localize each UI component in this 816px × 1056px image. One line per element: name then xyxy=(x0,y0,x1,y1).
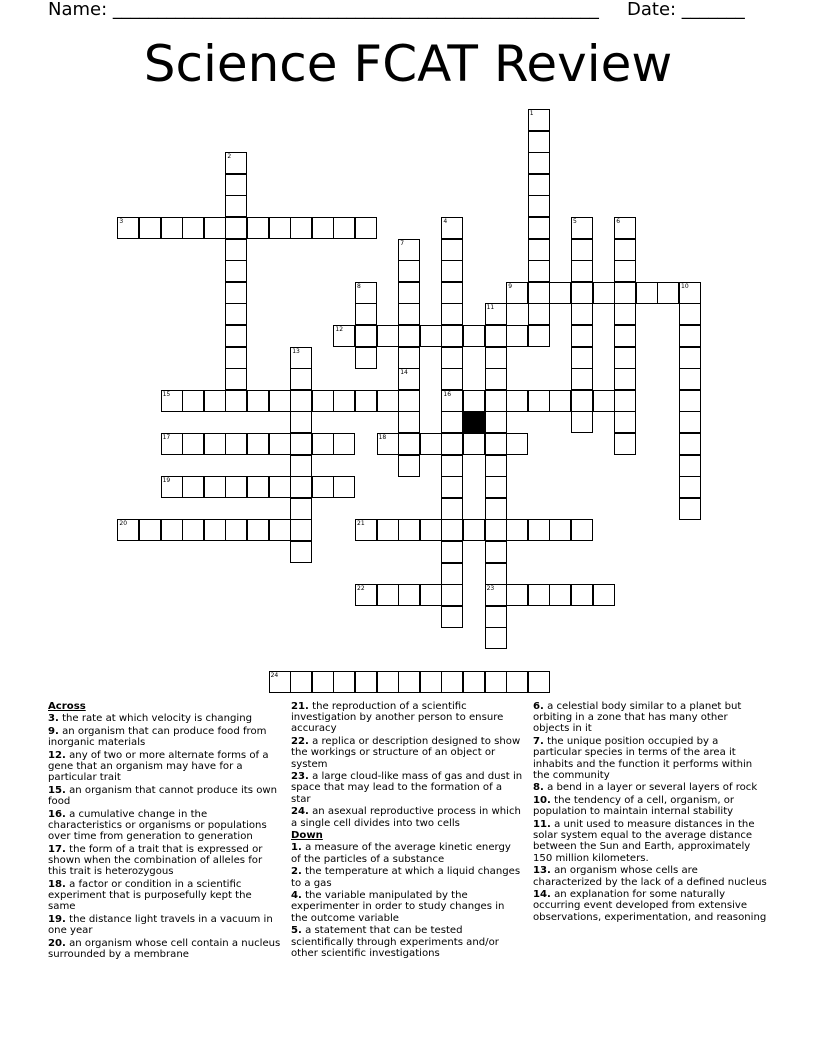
clue-number: 17 xyxy=(162,434,171,441)
grid-cell[interactable] xyxy=(485,455,507,477)
down-clue xyxy=(533,701,767,735)
grid-cell[interactable] xyxy=(182,390,204,412)
grid-cell[interactable] xyxy=(571,282,593,304)
across-clue xyxy=(48,726,282,748)
grid-cell[interactable] xyxy=(441,282,463,304)
grid-cell[interactable] xyxy=(333,671,355,693)
clue-number: 3 xyxy=(119,218,124,225)
grid-cell[interactable] xyxy=(312,476,334,498)
date-field[interactable]: Date: _______ xyxy=(627,0,745,20)
grid-cell[interactable] xyxy=(679,455,701,477)
grid-cell[interactable] xyxy=(355,303,377,325)
grid-cell[interactable] xyxy=(290,368,312,390)
grid-cell[interactable] xyxy=(528,239,550,261)
grid-cell[interactable] xyxy=(355,325,377,347)
clue-column-2 xyxy=(291,701,523,960)
grid-cell[interactable] xyxy=(225,303,247,325)
grid-cell[interactable] xyxy=(679,347,701,369)
grid-cell[interactable] xyxy=(420,584,442,606)
grid-cell[interactable] xyxy=(247,433,269,455)
grid-cell[interactable] xyxy=(225,174,247,196)
clue-number: 24 xyxy=(270,671,279,679)
grid-cell[interactable] xyxy=(225,347,247,369)
clue-text: the rate at which velocity is changing xyxy=(62,713,253,725)
grid-cell[interactable] xyxy=(528,671,550,693)
clue-number-label: 4. xyxy=(291,890,302,902)
grid-cell[interactable] xyxy=(290,390,312,412)
grid-cell[interactable] xyxy=(679,498,701,520)
grid-cell[interactable] xyxy=(420,671,442,693)
across-clue xyxy=(291,806,523,828)
grid-cell[interactable] xyxy=(139,217,161,239)
grid-cell[interactable] xyxy=(398,433,420,455)
grid-cell[interactable] xyxy=(161,519,183,541)
clue-number-label: 11. xyxy=(533,819,551,831)
grid-cell[interactable] xyxy=(290,411,312,433)
clue-number: 8 xyxy=(357,282,361,290)
grid-cell[interactable] xyxy=(269,519,291,541)
grid-cell[interactable] xyxy=(506,671,528,693)
grid-cell[interactable] xyxy=(463,325,485,347)
clue-number: 14 xyxy=(400,369,408,377)
grid-cell[interactable] xyxy=(463,671,485,693)
grid-cell[interactable] xyxy=(441,433,463,455)
grid-cell[interactable] xyxy=(614,303,636,325)
grid-cell[interactable] xyxy=(182,433,204,455)
grid-cell[interactable] xyxy=(225,476,247,498)
grid-cell[interactable] xyxy=(679,390,701,412)
grid-cell[interactable] xyxy=(571,519,593,541)
grid-cell[interactable] xyxy=(441,541,463,563)
clue-number-label: 12. xyxy=(48,749,66,761)
clue-number: 10 xyxy=(681,282,689,290)
clue-text: an organism that can produce food from inorganic materials xyxy=(48,725,267,749)
grid-cell[interactable] xyxy=(571,368,593,390)
clue-number: 1 xyxy=(529,110,534,117)
grid-cell[interactable] xyxy=(614,282,636,304)
grid-cell[interactable] xyxy=(355,671,377,693)
down-heading: Down xyxy=(291,830,323,842)
across-clue xyxy=(291,736,523,770)
grid-cell[interactable] xyxy=(441,303,463,325)
clue-number: 11 xyxy=(486,304,495,312)
grid-cell[interactable] xyxy=(333,433,355,455)
grid-cell[interactable] xyxy=(485,368,507,390)
grid-cell[interactable] xyxy=(506,390,528,412)
grid-cell[interactable] xyxy=(441,347,463,369)
grid-cell[interactable] xyxy=(441,455,463,477)
grid-cell[interactable] xyxy=(485,433,507,455)
clue-number-label: 9. xyxy=(48,725,59,737)
grid-cell[interactable] xyxy=(679,476,701,498)
clue-number-label: 23. xyxy=(291,771,309,783)
grid-cell[interactable] xyxy=(636,282,658,304)
across-clue xyxy=(48,914,282,936)
name-field[interactable]: Name: ______________________________________________________ xyxy=(48,0,599,20)
grid-cell[interactable] xyxy=(441,563,463,585)
clue-text: a cumulative change in the characteristics or organisms or populations over time from generation to generation xyxy=(48,808,267,843)
grid-cell[interactable] xyxy=(441,476,463,498)
clue-number-label: 3. xyxy=(48,713,59,725)
clue-number: 13 xyxy=(292,347,300,355)
grid-cell[interactable] xyxy=(398,282,420,304)
across-clue xyxy=(48,844,282,878)
grid-cell[interactable] xyxy=(204,433,226,455)
clue-number: 21 xyxy=(357,520,365,528)
clue-column-3 xyxy=(533,701,767,924)
clue-text: the reproduction of a scientific investigation by another person to ensure accuracy xyxy=(291,701,504,735)
grid-cell[interactable] xyxy=(506,433,528,455)
clue-number: 22 xyxy=(357,585,365,593)
grid-cell[interactable] xyxy=(247,390,269,412)
grid-cell[interactable] xyxy=(312,390,334,412)
across-clue xyxy=(48,713,282,724)
clue-number-label: 10. xyxy=(533,795,551,807)
grid-cell[interactable] xyxy=(333,390,355,412)
grid-cell[interactable] xyxy=(485,390,507,412)
clue-number: 2 xyxy=(227,153,232,161)
grid-cell[interactable] xyxy=(225,433,247,455)
clue-number-label: 8. xyxy=(533,782,544,794)
grid-cell[interactable] xyxy=(679,368,701,390)
clue-number: 20 xyxy=(119,520,128,528)
grid-cell[interactable] xyxy=(614,347,636,369)
clue-text: any of two or more alternate forms of a gene that an organism may have for a particular trait xyxy=(48,749,269,784)
down-clue xyxy=(533,889,767,923)
clue-number: 9 xyxy=(508,282,513,290)
grid-cell[interactable] xyxy=(420,433,442,455)
grid-cell[interactable] xyxy=(528,152,550,174)
clue-number-label: 18. xyxy=(48,879,66,891)
clue-text: an asexual reproductive process in which a single cell divides into two cells xyxy=(291,806,521,829)
grid-cell[interactable] xyxy=(398,671,420,693)
black-cell xyxy=(463,411,485,433)
grid-cell[interactable] xyxy=(225,217,247,239)
grid-cell[interactable] xyxy=(549,282,571,304)
grid-cell[interactable] xyxy=(161,217,183,239)
grid-cell[interactable] xyxy=(441,671,463,693)
clue-text: a replica or description designed to show the workings or structure of an object or system xyxy=(291,736,521,770)
grid-cell[interactable] xyxy=(528,282,550,304)
grid-cell[interactable] xyxy=(485,498,507,520)
down-clue xyxy=(533,795,767,817)
grid-cell[interactable] xyxy=(225,325,247,347)
clue-number-label: 16. xyxy=(48,808,66,820)
grid-cell[interactable] xyxy=(398,325,420,347)
grid-cell[interactable] xyxy=(290,476,312,498)
clue-text: a large cloud-like mass of gas and dust in space that may lead to the formation of a star xyxy=(291,771,523,805)
grid-cell[interactable] xyxy=(269,476,291,498)
down-clue xyxy=(533,865,767,887)
clue-number-label: 1. xyxy=(291,842,302,854)
grid-cell[interactable] xyxy=(398,347,420,369)
grid-cell[interactable] xyxy=(485,325,507,347)
grid-cell[interactable] xyxy=(614,239,636,261)
grid-cell[interactable] xyxy=(571,584,593,606)
grid-cell[interactable] xyxy=(441,519,463,541)
grid-cell[interactable] xyxy=(247,476,269,498)
across-clue xyxy=(48,879,282,913)
grid-cell[interactable] xyxy=(571,390,593,412)
grid-cell[interactable] xyxy=(290,498,312,520)
grid-cell[interactable] xyxy=(182,476,204,498)
grid-cell[interactable] xyxy=(679,433,701,455)
grid-cell[interactable] xyxy=(355,390,377,412)
down-clue xyxy=(533,819,767,864)
across-clue xyxy=(291,701,523,735)
grid-cell[interactable] xyxy=(225,260,247,282)
clue-text: a statement that can be tested scientifically through experiments and/or other scientific investigations xyxy=(291,925,499,959)
grid-cell[interactable] xyxy=(571,411,593,433)
grid-cell[interactable] xyxy=(485,411,507,433)
across-clue xyxy=(48,938,282,960)
grid-cell[interactable] xyxy=(528,195,550,217)
grid-cell[interactable] xyxy=(593,390,615,412)
grid-cell[interactable] xyxy=(549,390,571,412)
grid-cell[interactable] xyxy=(398,519,420,541)
down-clue xyxy=(533,736,767,781)
grid-cell[interactable] xyxy=(247,217,269,239)
grid-cell[interactable] xyxy=(549,584,571,606)
clue-text: a celestial body similar to a planet but orbiting in a zone that has many other objects in it xyxy=(533,701,742,735)
grid-cell[interactable] xyxy=(398,411,420,433)
grid-cell[interactable] xyxy=(528,303,550,325)
grid-cell[interactable] xyxy=(528,390,550,412)
grid-cell[interactable] xyxy=(398,260,420,282)
grid-cell[interactable] xyxy=(485,347,507,369)
grid-cell[interactable] xyxy=(398,303,420,325)
clue-text: the form of a trait that is expressed or shown when the combination of alleles for this trait is heterozygous xyxy=(48,843,263,878)
grid-cell[interactable] xyxy=(398,390,420,412)
clue-text: an organism whose cells are characterized by the lack of a defined nucleus xyxy=(533,865,767,888)
clue-number: 19 xyxy=(162,477,171,485)
grid-cell[interactable] xyxy=(506,325,528,347)
clue-number-label: 6. xyxy=(533,701,544,712)
grid-cell[interactable] xyxy=(182,519,204,541)
grid-cell[interactable] xyxy=(679,411,701,433)
grid-cell[interactable] xyxy=(204,476,226,498)
clue-number: 6 xyxy=(616,218,621,225)
grid-cell[interactable] xyxy=(614,325,636,347)
grid-cell[interactable] xyxy=(269,390,291,412)
clue-number: 15 xyxy=(162,390,171,398)
grid-cell[interactable] xyxy=(225,519,247,541)
grid-cell[interactable] xyxy=(290,433,312,455)
grid-cell[interactable] xyxy=(312,217,334,239)
down-clue xyxy=(291,890,523,924)
grid-cell[interactable] xyxy=(377,671,399,693)
clue-number-label: 17. xyxy=(48,843,66,855)
clue-number-label: 15. xyxy=(48,784,66,796)
grid-cell[interactable] xyxy=(485,671,507,693)
grid-cell[interactable] xyxy=(441,368,463,390)
grid-cell[interactable] xyxy=(441,239,463,261)
grid-cell[interactable] xyxy=(225,195,247,217)
grid-cell[interactable] xyxy=(333,217,355,239)
clue-text: an organism that cannot produce its own food xyxy=(48,784,278,808)
grid-cell[interactable] xyxy=(441,260,463,282)
clue-number: 23 xyxy=(486,585,495,593)
clue-text: the temperature at which a liquid changes to a gas xyxy=(291,866,521,889)
clue-text: a unit used to measure distances in the solar system equal to the average distance between the Sun and Earth, approximately 150 million kilometers. xyxy=(533,819,755,864)
grid-cell[interactable] xyxy=(441,325,463,347)
grid-cell[interactable] xyxy=(333,476,355,498)
grid-cell[interactable] xyxy=(290,519,312,541)
grid-cell[interactable] xyxy=(377,390,399,412)
grid-cell[interactable] xyxy=(225,239,247,261)
page-title: Science FCAT Review xyxy=(143,35,673,93)
grid-cell[interactable] xyxy=(571,325,593,347)
grid-cell[interactable] xyxy=(614,433,636,455)
grid-cell[interactable] xyxy=(247,519,269,541)
clue-number-label: 21. xyxy=(291,701,309,712)
grid-cell[interactable] xyxy=(485,541,507,563)
clue-number-label: 7. xyxy=(533,736,544,748)
clue-number: 5 xyxy=(573,218,577,225)
across-clue xyxy=(48,750,282,784)
grid-cell[interactable] xyxy=(614,411,636,433)
grid-cell[interactable] xyxy=(657,282,679,304)
grid-cell[interactable] xyxy=(398,455,420,477)
clue-number-label: 22. xyxy=(291,736,309,748)
grid-cell[interactable] xyxy=(528,325,550,347)
clue-number-label: 5. xyxy=(291,925,302,937)
grid-cell[interactable] xyxy=(290,217,312,239)
grid-cell[interactable] xyxy=(679,325,701,347)
grid-cell[interactable] xyxy=(571,347,593,369)
clue-number: 4 xyxy=(443,218,448,225)
grid-cell[interactable] xyxy=(485,606,507,628)
grid-cell[interactable] xyxy=(225,390,247,412)
down-clue xyxy=(291,866,523,888)
across-clue xyxy=(291,771,523,805)
across-clue xyxy=(48,785,282,807)
grid-cell[interactable] xyxy=(679,303,701,325)
grid-cell[interactable] xyxy=(355,217,377,239)
grid-cell[interactable] xyxy=(485,563,507,585)
down-clue xyxy=(291,842,523,864)
grid-cell[interactable] xyxy=(312,671,334,693)
grid-cell[interactable] xyxy=(377,519,399,541)
grid-cell[interactable] xyxy=(614,260,636,282)
grid-cell[interactable] xyxy=(312,433,334,455)
grid-cell[interactable] xyxy=(139,519,161,541)
clue-number-label: 24. xyxy=(291,806,309,818)
grid-cell[interactable] xyxy=(290,671,312,693)
grid-cell[interactable] xyxy=(593,584,615,606)
clue-text: a measure of the average kinetic energy of the particles of a substance xyxy=(291,842,511,865)
grid-cell[interactable] xyxy=(528,584,550,606)
clue-text: the variable manipulated by the experimenter in order to study changes in the outcome variable xyxy=(291,890,505,924)
clue-text: an explanation for some naturally occurring event developed from extensive observations, experimentation, and reasoning xyxy=(533,889,767,923)
clue-number: 16 xyxy=(443,390,452,398)
grid-cell[interactable] xyxy=(204,390,226,412)
grid-cell[interactable] xyxy=(463,433,485,455)
grid-cell[interactable] xyxy=(549,519,571,541)
clue-number-label: 20. xyxy=(48,938,66,950)
clue-number-label: 13. xyxy=(533,865,551,877)
clue-text: an organism whose cell contain a nucleus surrounded by a membrane xyxy=(48,938,281,961)
clue-number: 18 xyxy=(378,434,387,441)
grid-cell[interactable] xyxy=(571,260,593,282)
grid-cell[interactable] xyxy=(614,390,636,412)
grid-cell[interactable] xyxy=(593,282,615,304)
grid-cell[interactable] xyxy=(420,325,442,347)
clue-column-1 xyxy=(48,701,282,962)
grid-cell[interactable] xyxy=(528,174,550,196)
grid-cell[interactable] xyxy=(528,260,550,282)
clue-text: a factor or condition in a scientific experiment that is purposefully kept the same xyxy=(48,879,252,913)
grid-cell[interactable] xyxy=(485,627,507,649)
grid-cell[interactable] xyxy=(225,368,247,390)
grid-cell[interactable] xyxy=(441,498,463,520)
grid-cell[interactable] xyxy=(377,584,399,606)
grid-cell[interactable] xyxy=(506,584,528,606)
clue-number-label: 19. xyxy=(48,914,66,926)
grid-cell[interactable] xyxy=(441,584,463,606)
grid-cell[interactable] xyxy=(204,217,226,239)
grid-cell[interactable] xyxy=(485,476,507,498)
clue-text: the unique position occupied by a particular species in terms of the area it inhabits and the function it performs within the community xyxy=(533,736,753,781)
grid-cell[interactable] xyxy=(528,217,550,239)
clue-text: the distance light travels in a vacuum in one year xyxy=(48,914,273,937)
grid-cell[interactable] xyxy=(269,217,291,239)
grid-cell[interactable] xyxy=(204,519,226,541)
down-clue xyxy=(291,925,523,959)
grid-cell[interactable] xyxy=(290,541,312,563)
across-clue xyxy=(48,809,282,843)
grid-cell[interactable] xyxy=(398,584,420,606)
grid-cell[interactable] xyxy=(420,519,442,541)
clue-number-label: 14. xyxy=(533,889,551,901)
grid-cell[interactable] xyxy=(528,131,550,153)
grid-cell[interactable] xyxy=(571,303,593,325)
grid-cell[interactable] xyxy=(441,606,463,628)
clue-number: 12 xyxy=(335,326,344,333)
across-heading: Across xyxy=(48,701,86,712)
grid-cell[interactable] xyxy=(614,368,636,390)
grid-cell[interactable] xyxy=(571,239,593,261)
grid-cell[interactable] xyxy=(290,455,312,477)
grid-cell[interactable] xyxy=(441,411,463,433)
clue-number-label: 2. xyxy=(291,866,302,878)
grid-cell[interactable] xyxy=(377,325,399,347)
grid-cell[interactable] xyxy=(528,519,550,541)
grid-cell[interactable] xyxy=(506,519,528,541)
grid-cell[interactable] xyxy=(269,433,291,455)
clue-text: a bend in a layer or several layers of rock xyxy=(547,782,758,794)
grid-cell[interactable] xyxy=(463,519,485,541)
grid-cell[interactable] xyxy=(182,217,204,239)
clue-text: the tendency of a cell, organism, or population to maintain internal stability xyxy=(533,795,735,818)
grid-cell[interactable] xyxy=(225,282,247,304)
clue-number: 7 xyxy=(400,239,405,247)
down-clue xyxy=(533,782,767,793)
grid-cell[interactable] xyxy=(355,347,377,369)
grid-cell[interactable] xyxy=(485,519,507,541)
grid-cell[interactable] xyxy=(463,390,485,412)
